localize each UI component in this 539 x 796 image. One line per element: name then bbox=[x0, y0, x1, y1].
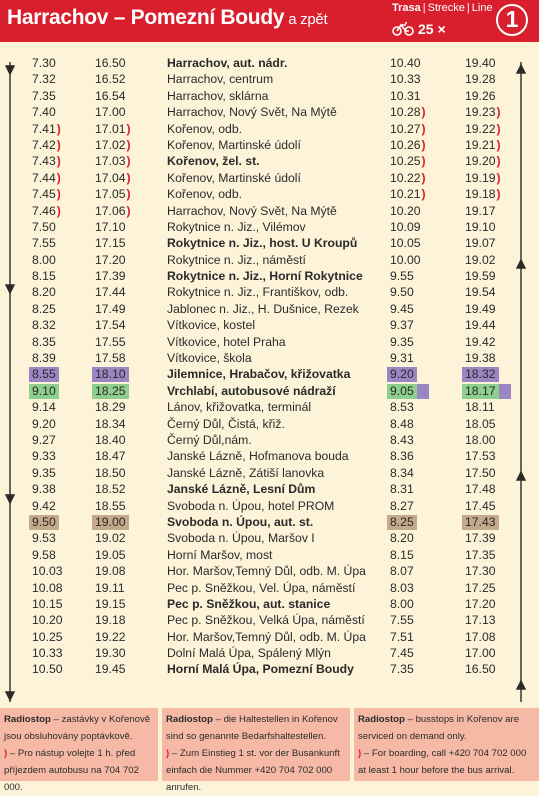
time-cell: 8.32 bbox=[32, 318, 56, 333]
time-cell: 17.02) bbox=[95, 137, 131, 152]
timetable-row bbox=[0, 366, 539, 382]
time-cell: 9.50 bbox=[32, 514, 59, 530]
radiostop-mark-icon: ) bbox=[496, 121, 501, 136]
radiostop-mark-icon: ) bbox=[421, 137, 426, 152]
timetable-row bbox=[0, 235, 539, 251]
radiostop-mark-icon: ) bbox=[421, 105, 426, 120]
time-cell: 19.10 bbox=[465, 219, 496, 234]
stop-name: Pec p. Sněžkou, aut. stanice bbox=[167, 596, 331, 611]
time-cell: 8.31 bbox=[390, 482, 414, 497]
time-cell: 10.27) bbox=[390, 121, 426, 136]
route-label: Trasa | Strecke | Line bbox=[392, 2, 493, 14]
time-cell: 16.54 bbox=[95, 88, 126, 103]
time-cell: 8.43 bbox=[390, 432, 414, 447]
stop-name: Kořenov, Martinské údolí bbox=[167, 137, 301, 152]
footer-note-de: Radiostop – die Haltestellen in Kořenov sind so genannte Bedarfshaltestellen. ) – Zum Einstieg 1 st. vor der Busankunft einfach die Nummer +420 704 702 000 anrufen. bbox=[162, 708, 350, 781]
time-cell: 17.06) bbox=[95, 203, 131, 218]
time-cell: 8.53 bbox=[390, 400, 414, 415]
time-cell: 8.25 bbox=[32, 301, 56, 316]
stop-name: Hor. Maršov,Temný Důl, odb. M. Úpa bbox=[167, 564, 366, 579]
timetable-row bbox=[0, 383, 539, 399]
radiostop-mark-icon: ) bbox=[126, 187, 131, 202]
time-cell: 17.58 bbox=[95, 351, 126, 366]
time-cell: 18.47 bbox=[95, 449, 126, 464]
time-cell: 7.32 bbox=[32, 72, 56, 87]
time-cell: 18.50 bbox=[95, 465, 126, 480]
stop-name: Vítkovice, škola bbox=[167, 351, 252, 366]
time-cell: 19.45 bbox=[95, 662, 126, 677]
time-cell: 17.44 bbox=[95, 285, 126, 300]
time-cell: 16.50 bbox=[95, 56, 126, 70]
time-cell: 10.33 bbox=[32, 646, 63, 661]
timetable-row bbox=[0, 301, 539, 317]
time-cell: 10.33 bbox=[390, 72, 421, 87]
arrow-up-icon bbox=[517, 681, 525, 689]
radiostop-mark-icon: ) bbox=[56, 187, 61, 202]
time-cell: 19.19) bbox=[465, 170, 501, 185]
timetable-row bbox=[0, 137, 539, 153]
stop-name: Dolní Malá Úpa, Spálený Mlýn bbox=[167, 646, 331, 661]
stop-name: Vítkovice, kostel bbox=[167, 318, 256, 333]
time-cell: 17.43 bbox=[465, 514, 499, 530]
time-cell: 10.31 bbox=[390, 88, 421, 103]
time-cell: 17.30 bbox=[465, 564, 496, 579]
timetable-row bbox=[0, 547, 539, 563]
time-cell: 7.30 bbox=[32, 56, 56, 70]
stop-name: Horní Maršov, most bbox=[167, 547, 273, 562]
time-cell: 9.20 bbox=[390, 366, 417, 382]
timetable-row bbox=[0, 219, 539, 235]
time-cell: 7.40 bbox=[32, 105, 56, 120]
stop-name: Rokytnice n. Jiz., Horní Rokytnice bbox=[167, 269, 363, 284]
time-cell: 10.26) bbox=[390, 137, 426, 152]
radiostop-mark-icon: ) bbox=[496, 154, 501, 169]
radiostop-mark-icon: ) bbox=[126, 203, 131, 218]
timetable-row bbox=[0, 55, 539, 71]
time-cell: 17.25 bbox=[465, 580, 496, 595]
timetable-row bbox=[0, 612, 539, 628]
radiostop-mark-icon: ) bbox=[56, 137, 61, 152]
timetable-row bbox=[0, 530, 539, 546]
time-cell: 7.43) bbox=[32, 154, 61, 169]
stop-name: Kořenov, odb. bbox=[167, 121, 242, 136]
time-cell: 17.20 bbox=[95, 252, 126, 267]
radiostop-mark-icon: ) bbox=[126, 170, 131, 185]
stop-name: Jablonec n. Jiz., H. Dušnice, Rezek bbox=[167, 301, 359, 316]
time-cell: 7.55 bbox=[390, 613, 414, 628]
timetable-row bbox=[0, 580, 539, 596]
time-cell: 7.55 bbox=[32, 236, 56, 251]
stop-name: Rokytnice n. Jiz., host. U Kroupů bbox=[167, 236, 358, 251]
radiostop-mark-icon: ) bbox=[496, 105, 501, 120]
timetable-row bbox=[0, 268, 539, 284]
timetable-row bbox=[0, 498, 539, 514]
timetable-row bbox=[0, 252, 539, 268]
time-cell: 17.48 bbox=[465, 482, 496, 497]
route-label-de: Strecke bbox=[427, 2, 465, 14]
time-cell: 8.35 bbox=[32, 334, 56, 349]
time-cell: 19.17 bbox=[465, 203, 496, 218]
time-cell: 9.50 bbox=[390, 285, 414, 300]
timetable-rows bbox=[0, 55, 539, 678]
timetable-row bbox=[0, 596, 539, 612]
radiostop-mark-icon: ) bbox=[56, 154, 61, 169]
time-cell: 10.22) bbox=[390, 170, 426, 185]
time-cell: 19.20) bbox=[465, 154, 501, 169]
time-cell: 10.40 bbox=[390, 56, 421, 70]
stop-name: Pec p. Sněžkou, Vel. Úpa, náměstí bbox=[167, 580, 356, 595]
time-cell: 9.33 bbox=[32, 449, 56, 464]
stop-name: Černý Důl,nám. bbox=[167, 432, 252, 447]
time-cell: 18.10 bbox=[95, 366, 129, 382]
time-cell: 8.00 bbox=[390, 596, 414, 611]
time-cell: 19.22) bbox=[465, 121, 501, 136]
time-cell: 8.27 bbox=[390, 498, 414, 513]
time-cell: 8.36 bbox=[390, 449, 414, 464]
time-cell: 8.48 bbox=[390, 416, 414, 431]
stop-name: Svoboda n. Úpou, Maršov I bbox=[167, 531, 315, 546]
time-cell: 19.02 bbox=[465, 252, 496, 267]
stop-name: Harrachov, centrum bbox=[167, 72, 274, 87]
stop-name: Harrachov, sklárna bbox=[167, 88, 269, 103]
radiostop-mark-icon: ) bbox=[126, 121, 131, 136]
time-cell: 17.00 bbox=[465, 646, 496, 661]
time-cell: 10.09 bbox=[390, 219, 421, 234]
time-cell: 17.01) bbox=[95, 121, 131, 136]
timetable-row bbox=[0, 629, 539, 645]
radiostop-mark-icon: ) bbox=[56, 203, 61, 218]
time-cell: 19.54 bbox=[465, 285, 496, 300]
time-cell: 8.20 bbox=[32, 285, 56, 300]
time-cell: 9.10 bbox=[32, 383, 59, 399]
time-cell: 19.11 bbox=[95, 580, 125, 595]
time-cell: 17.00 bbox=[95, 105, 126, 120]
radiostop-mark-icon: ) bbox=[126, 137, 131, 152]
stop-name: Hor. Maršov,Temný Důl, odb. M. Úpa bbox=[167, 629, 366, 644]
radiostop-mark-icon: ) bbox=[496, 170, 501, 185]
time-cell: 17.53 bbox=[465, 449, 496, 464]
time-cell: 8.55 bbox=[32, 366, 59, 382]
time-cell: 17.10 bbox=[95, 219, 126, 234]
time-cell: 18.34 bbox=[95, 416, 126, 431]
time-cell: 18.25 bbox=[95, 383, 129, 399]
time-cell: 9.31 bbox=[390, 351, 414, 366]
time-cell: 18.11 bbox=[465, 400, 495, 415]
radiostop-mark-icon: ) bbox=[56, 121, 61, 136]
time-cell: 8.03 bbox=[390, 580, 414, 595]
route-label-en: Line bbox=[471, 2, 493, 14]
time-cell: 18.55 bbox=[95, 498, 126, 513]
stop-name: Pec p. Sněžkou, Velká Úpa, náměstí bbox=[167, 613, 365, 628]
stop-name: Svoboda n. Úpou, aut. st. bbox=[167, 514, 314, 529]
time-cell: 8.25 bbox=[390, 514, 417, 530]
time-cell: 18.17 bbox=[465, 383, 511, 399]
stop-name: Horní Malá Úpa, Pomezní Boudy bbox=[167, 662, 354, 677]
stop-name: Kořenov, žel. st. bbox=[167, 154, 260, 169]
radiostop-mark-icon: ) bbox=[126, 154, 131, 169]
time-cell: 19.21) bbox=[465, 137, 501, 152]
time-cell: 10.25) bbox=[390, 154, 426, 169]
stop-name: Rokytnice n. Jiz., Vilémov bbox=[167, 219, 306, 234]
stop-name: Kořenov, odb. bbox=[167, 187, 242, 202]
time-cell: 7.35 bbox=[390, 662, 414, 677]
stop-name: Lánov, křižovatka, terminál bbox=[167, 400, 312, 415]
time-cell: 8.07 bbox=[390, 564, 414, 579]
time-cell: 17.54 bbox=[95, 318, 126, 333]
time-cell: 19.02 bbox=[95, 531, 126, 546]
time-cell: 8.00 bbox=[32, 252, 56, 267]
timetable-row bbox=[0, 416, 539, 432]
time-cell: 19.59 bbox=[465, 269, 496, 284]
time-cell: 7.35 bbox=[32, 88, 56, 103]
time-cell: 10.20 bbox=[390, 203, 421, 218]
radiostop-mark-icon: ) bbox=[56, 170, 61, 185]
timetable-row bbox=[0, 448, 539, 464]
time-cell: 19.15 bbox=[95, 596, 126, 611]
time-cell: 17.55 bbox=[95, 334, 126, 349]
time-cell: 10.21) bbox=[390, 187, 426, 202]
time-cell: 9.53 bbox=[32, 531, 56, 546]
time-cell: 17.39 bbox=[95, 269, 126, 284]
time-cell: 7.50 bbox=[32, 219, 56, 234]
time-cell: 19.07 bbox=[465, 236, 496, 251]
footer-note-en: Radiostop – busstops in Kořenov are serviced on demand only. ) – For boarding, call +420 704 702 000 at least 1 hour before the bus arrival. bbox=[354, 708, 539, 781]
bicycle-capacity: 25 × bbox=[418, 21, 446, 37]
time-cell: 9.20 bbox=[32, 416, 56, 431]
radiostop-mark-icon: ) bbox=[496, 187, 501, 202]
radiostop-mark-icon: ) bbox=[421, 121, 426, 136]
time-cell: 9.05 bbox=[390, 383, 429, 399]
time-cell: 10.08 bbox=[32, 580, 63, 595]
time-cell: 19.23) bbox=[465, 105, 501, 120]
time-cell: 10.03 bbox=[32, 564, 63, 579]
time-cell: 8.15 bbox=[390, 547, 414, 562]
time-cell: 17.45 bbox=[465, 498, 496, 513]
time-cell: 7.45 bbox=[390, 646, 414, 661]
time-cell: 19.26 bbox=[465, 88, 496, 103]
time-cell: 19.40 bbox=[465, 56, 496, 70]
time-cell: 9.55 bbox=[390, 269, 414, 284]
bicycle-icon bbox=[392, 22, 414, 36]
time-cell: 7.46) bbox=[32, 203, 61, 218]
time-cell: 18.32 bbox=[465, 366, 499, 382]
time-cell: 10.20 bbox=[32, 613, 63, 628]
time-cell: 7.42) bbox=[32, 137, 61, 152]
timetable-row bbox=[0, 284, 539, 300]
time-cell: 9.42 bbox=[32, 498, 56, 513]
route-title bbox=[7, 6, 327, 30]
timetable-row bbox=[0, 317, 539, 333]
route-number-badge: 1 bbox=[496, 4, 528, 36]
time-cell: 17.05) bbox=[95, 187, 131, 202]
time-cell: 17.20 bbox=[465, 596, 496, 611]
time-cell: 9.58 bbox=[32, 547, 56, 562]
time-cell: 17.03) bbox=[95, 154, 131, 169]
timetable-row bbox=[0, 350, 539, 366]
stop-name: Janské Lázně, Zátiší lanovka bbox=[167, 465, 325, 480]
time-cell: 17.35 bbox=[465, 547, 496, 562]
time-cell: 17.49 bbox=[95, 301, 126, 316]
timetable-row bbox=[0, 661, 539, 677]
time-cell: 9.37 bbox=[390, 318, 414, 333]
time-cell: 7.45) bbox=[32, 187, 61, 202]
stop-name: Jilemnice, Hrabačov, křižovatka bbox=[167, 367, 351, 382]
time-cell: 7.44) bbox=[32, 170, 61, 185]
time-cell: 9.35 bbox=[390, 334, 414, 349]
time-cell: 19.42 bbox=[465, 334, 496, 349]
stop-name: Vrchlabí, autobusové nádraží bbox=[167, 383, 336, 398]
stop-name: Kořenov, Martinské údolí bbox=[167, 170, 301, 185]
timetable-row bbox=[0, 71, 539, 87]
time-cell: 16.52 bbox=[95, 72, 126, 87]
time-cell: 8.34 bbox=[390, 465, 414, 480]
stop-name: Harrachov, aut. nádr. bbox=[167, 56, 288, 70]
timetable-row bbox=[0, 465, 539, 481]
time-cell: 17.08 bbox=[465, 629, 496, 644]
time-cell: 19.18 bbox=[95, 613, 126, 628]
timetable-row bbox=[0, 170, 539, 186]
time-cell: 18.52 bbox=[95, 482, 126, 497]
timetable-row bbox=[0, 481, 539, 497]
stop-name: Černý Důl, Čistá, křiž. bbox=[167, 416, 285, 431]
time-cell: 17.15 bbox=[95, 236, 126, 251]
time-cell: 10.28) bbox=[390, 105, 426, 120]
stop-name: Svoboda n. Úpou, hotel PROM bbox=[167, 498, 335, 513]
timetable-row bbox=[0, 104, 539, 120]
time-cell: 10.50 bbox=[32, 662, 63, 677]
time-cell: 10.00 bbox=[390, 252, 421, 267]
stop-name: Vítkovice, hotel Praha bbox=[167, 334, 286, 349]
time-cell: 8.15 bbox=[32, 269, 56, 284]
timetable-row bbox=[0, 432, 539, 448]
time-cell: 10.25 bbox=[32, 629, 63, 644]
timetable-row bbox=[0, 399, 539, 415]
route-title-text: Harrachov – Pomezní Boudy bbox=[7, 6, 285, 29]
time-cell: 7.41) bbox=[32, 121, 61, 136]
time-cell: 9.38 bbox=[32, 482, 56, 497]
timetable-row bbox=[0, 88, 539, 104]
stop-name: Rokytnice n. Jiz., Františkov, odb. bbox=[167, 285, 349, 300]
stop-name: Harrachov, Nový Svět, Na Mýtě bbox=[167, 203, 337, 218]
time-cell: 17.04) bbox=[95, 170, 131, 185]
time-cell: 8.20 bbox=[390, 531, 414, 546]
time-cell: 18.05 bbox=[465, 416, 496, 431]
timetable-row bbox=[0, 153, 539, 169]
time-cell: 19.49 bbox=[465, 301, 496, 316]
time-cell: 19.30 bbox=[95, 646, 126, 661]
route-label-cz: Trasa bbox=[392, 2, 421, 14]
time-cell: 18.40 bbox=[95, 432, 126, 447]
time-cell: 9.14 bbox=[32, 400, 56, 415]
time-cell: 17.39 bbox=[465, 531, 496, 546]
time-cell: 8.39 bbox=[32, 351, 56, 366]
timetable-row bbox=[0, 563, 539, 579]
time-cell: 10.15 bbox=[32, 596, 63, 611]
timetable-row bbox=[0, 334, 539, 350]
time-cell: 19.44 bbox=[465, 318, 496, 333]
time-cell: 19.18) bbox=[465, 187, 501, 202]
time-cell: 10.05 bbox=[390, 236, 421, 251]
timetable-header bbox=[0, 0, 539, 42]
stop-name: Janské Lázně, Lesní Dům bbox=[167, 482, 316, 497]
timetable-row bbox=[0, 203, 539, 219]
timetable-row bbox=[0, 121, 539, 137]
timetable-row bbox=[0, 186, 539, 202]
time-cell: 19.38 bbox=[465, 351, 496, 366]
time-cell: 19.00 bbox=[95, 514, 129, 530]
stop-name: Harrachov, Nový Svět, Na Mýtě bbox=[167, 105, 337, 120]
stop-name: Janské Lázně, Hofmanova bouda bbox=[167, 449, 349, 464]
footer-note-cz: Radiostop – zastávky v Kořenově jsou obsluhovány poptávkově. ) – Pro nástup volejte 1 h. před příjezdem autobusu na 704 702 000. bbox=[0, 708, 158, 781]
stop-name: Rokytnice n. Jiz., náměstí bbox=[167, 252, 306, 267]
footer-notes bbox=[0, 708, 539, 793]
radiostop-mark-icon: ) bbox=[421, 187, 426, 202]
time-cell: 19.08 bbox=[95, 564, 126, 579]
time-cell: 9.27 bbox=[32, 432, 56, 447]
time-cell: 7.51 bbox=[390, 629, 414, 644]
time-cell: 17.13 bbox=[465, 613, 496, 628]
arrow-down-icon bbox=[6, 692, 14, 700]
radiostop-mark-icon: ) bbox=[421, 154, 426, 169]
time-cell: 18.00 bbox=[465, 432, 496, 447]
time-cell: 18.29 bbox=[95, 400, 126, 415]
time-cell: 9.45 bbox=[390, 301, 414, 316]
time-cell: 19.28 bbox=[465, 72, 496, 87]
radiostop-mark-icon: ) bbox=[421, 170, 426, 185]
route-subtitle: a zpět bbox=[288, 11, 328, 28]
time-cell: 16.50 bbox=[465, 662, 496, 677]
time-cell: 19.22 bbox=[95, 629, 126, 644]
radiostop-mark-icon: ) bbox=[496, 137, 501, 152]
time-cell: 9.35 bbox=[32, 465, 56, 480]
time-cell: 19.05 bbox=[95, 547, 126, 562]
time-cell: 17.50 bbox=[465, 465, 496, 480]
timetable-row bbox=[0, 645, 539, 661]
timetable-row bbox=[0, 514, 539, 530]
